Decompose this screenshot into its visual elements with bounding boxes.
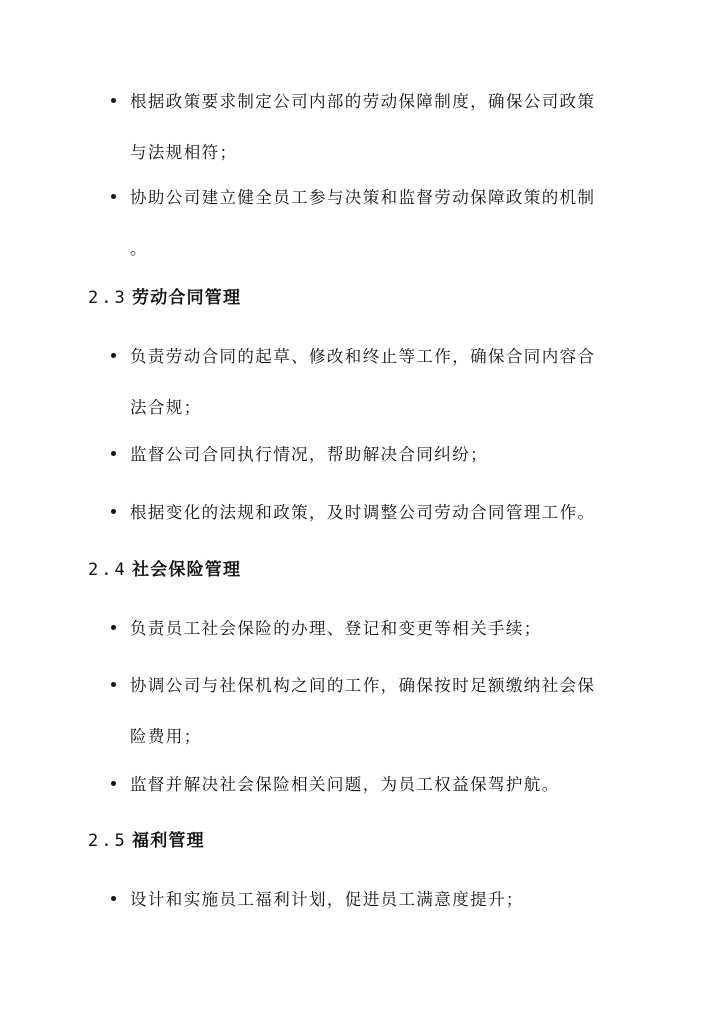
bullet-dot-icon [111, 509, 116, 514]
list-item [130, 76, 630, 178]
bullet-dot-icon [111, 896, 116, 901]
section-number: 2.5 [88, 831, 128, 851]
section-heading [88, 286, 241, 310]
bullet-dot-icon [111, 98, 116, 103]
list-item-line: 协调公司与社保机构之间的工作，确保按时足额缴纳社会保 [130, 676, 596, 695]
list-item-line: 根据政策要求制定公司内部的劳动保障制度，确保公司政策 [130, 92, 596, 111]
list-item-line: 协助公司建立健全员工参与决策和监督劳动保障政策的机制 [130, 188, 596, 207]
bullet-dot-icon [111, 682, 116, 687]
bullet-dot-icon [111, 781, 116, 786]
list-item-line: 负责员工社会保险的办理、登记和变更等相关手续； [130, 619, 542, 638]
list-item-line: 法合规； [130, 398, 202, 417]
section-title: 劳动合同管理 [132, 288, 242, 308]
bullet-dot-icon [111, 625, 116, 630]
list-item-line: 。 [130, 239, 148, 258]
list-item-line: 与法规相符； [130, 143, 238, 162]
list-item [130, 874, 630, 925]
list-item-line: 监督公司合同执行情况，帮助解决合同纠纷； [130, 445, 488, 464]
bullet-dot-icon [111, 353, 116, 358]
list-item-line: 根据变化的法规和政策，及时调整公司劳动合同管理工作。 [130, 503, 596, 522]
list-item-line: 负责劳动合同的起草、修改和终止等工作，确保合同内容合 [130, 347, 596, 366]
section-number: 2.3 [88, 288, 128, 308]
list-item [130, 603, 630, 654]
section-number: 2.4 [88, 560, 128, 580]
list-item-line: 监督并解决社会保险相关问题，为员工权益保驾护航。 [130, 775, 560, 794]
list-item [130, 759, 630, 810]
section-heading [88, 829, 205, 853]
list-item [130, 487, 630, 538]
section-heading [88, 558, 241, 582]
section-title: 社会保险管理 [132, 560, 242, 580]
section-title: 福利管理 [132, 831, 205, 851]
list-item-line: 设计和实施员工福利计划，促进员工满意度提升； [130, 890, 524, 909]
list-item [130, 429, 630, 480]
list-item-line: 险费用； [130, 727, 202, 746]
bullet-dot-icon [111, 451, 116, 456]
list-item [130, 331, 630, 433]
list-item [130, 172, 630, 274]
bullet-dot-icon [111, 194, 116, 199]
list-item [130, 660, 630, 762]
